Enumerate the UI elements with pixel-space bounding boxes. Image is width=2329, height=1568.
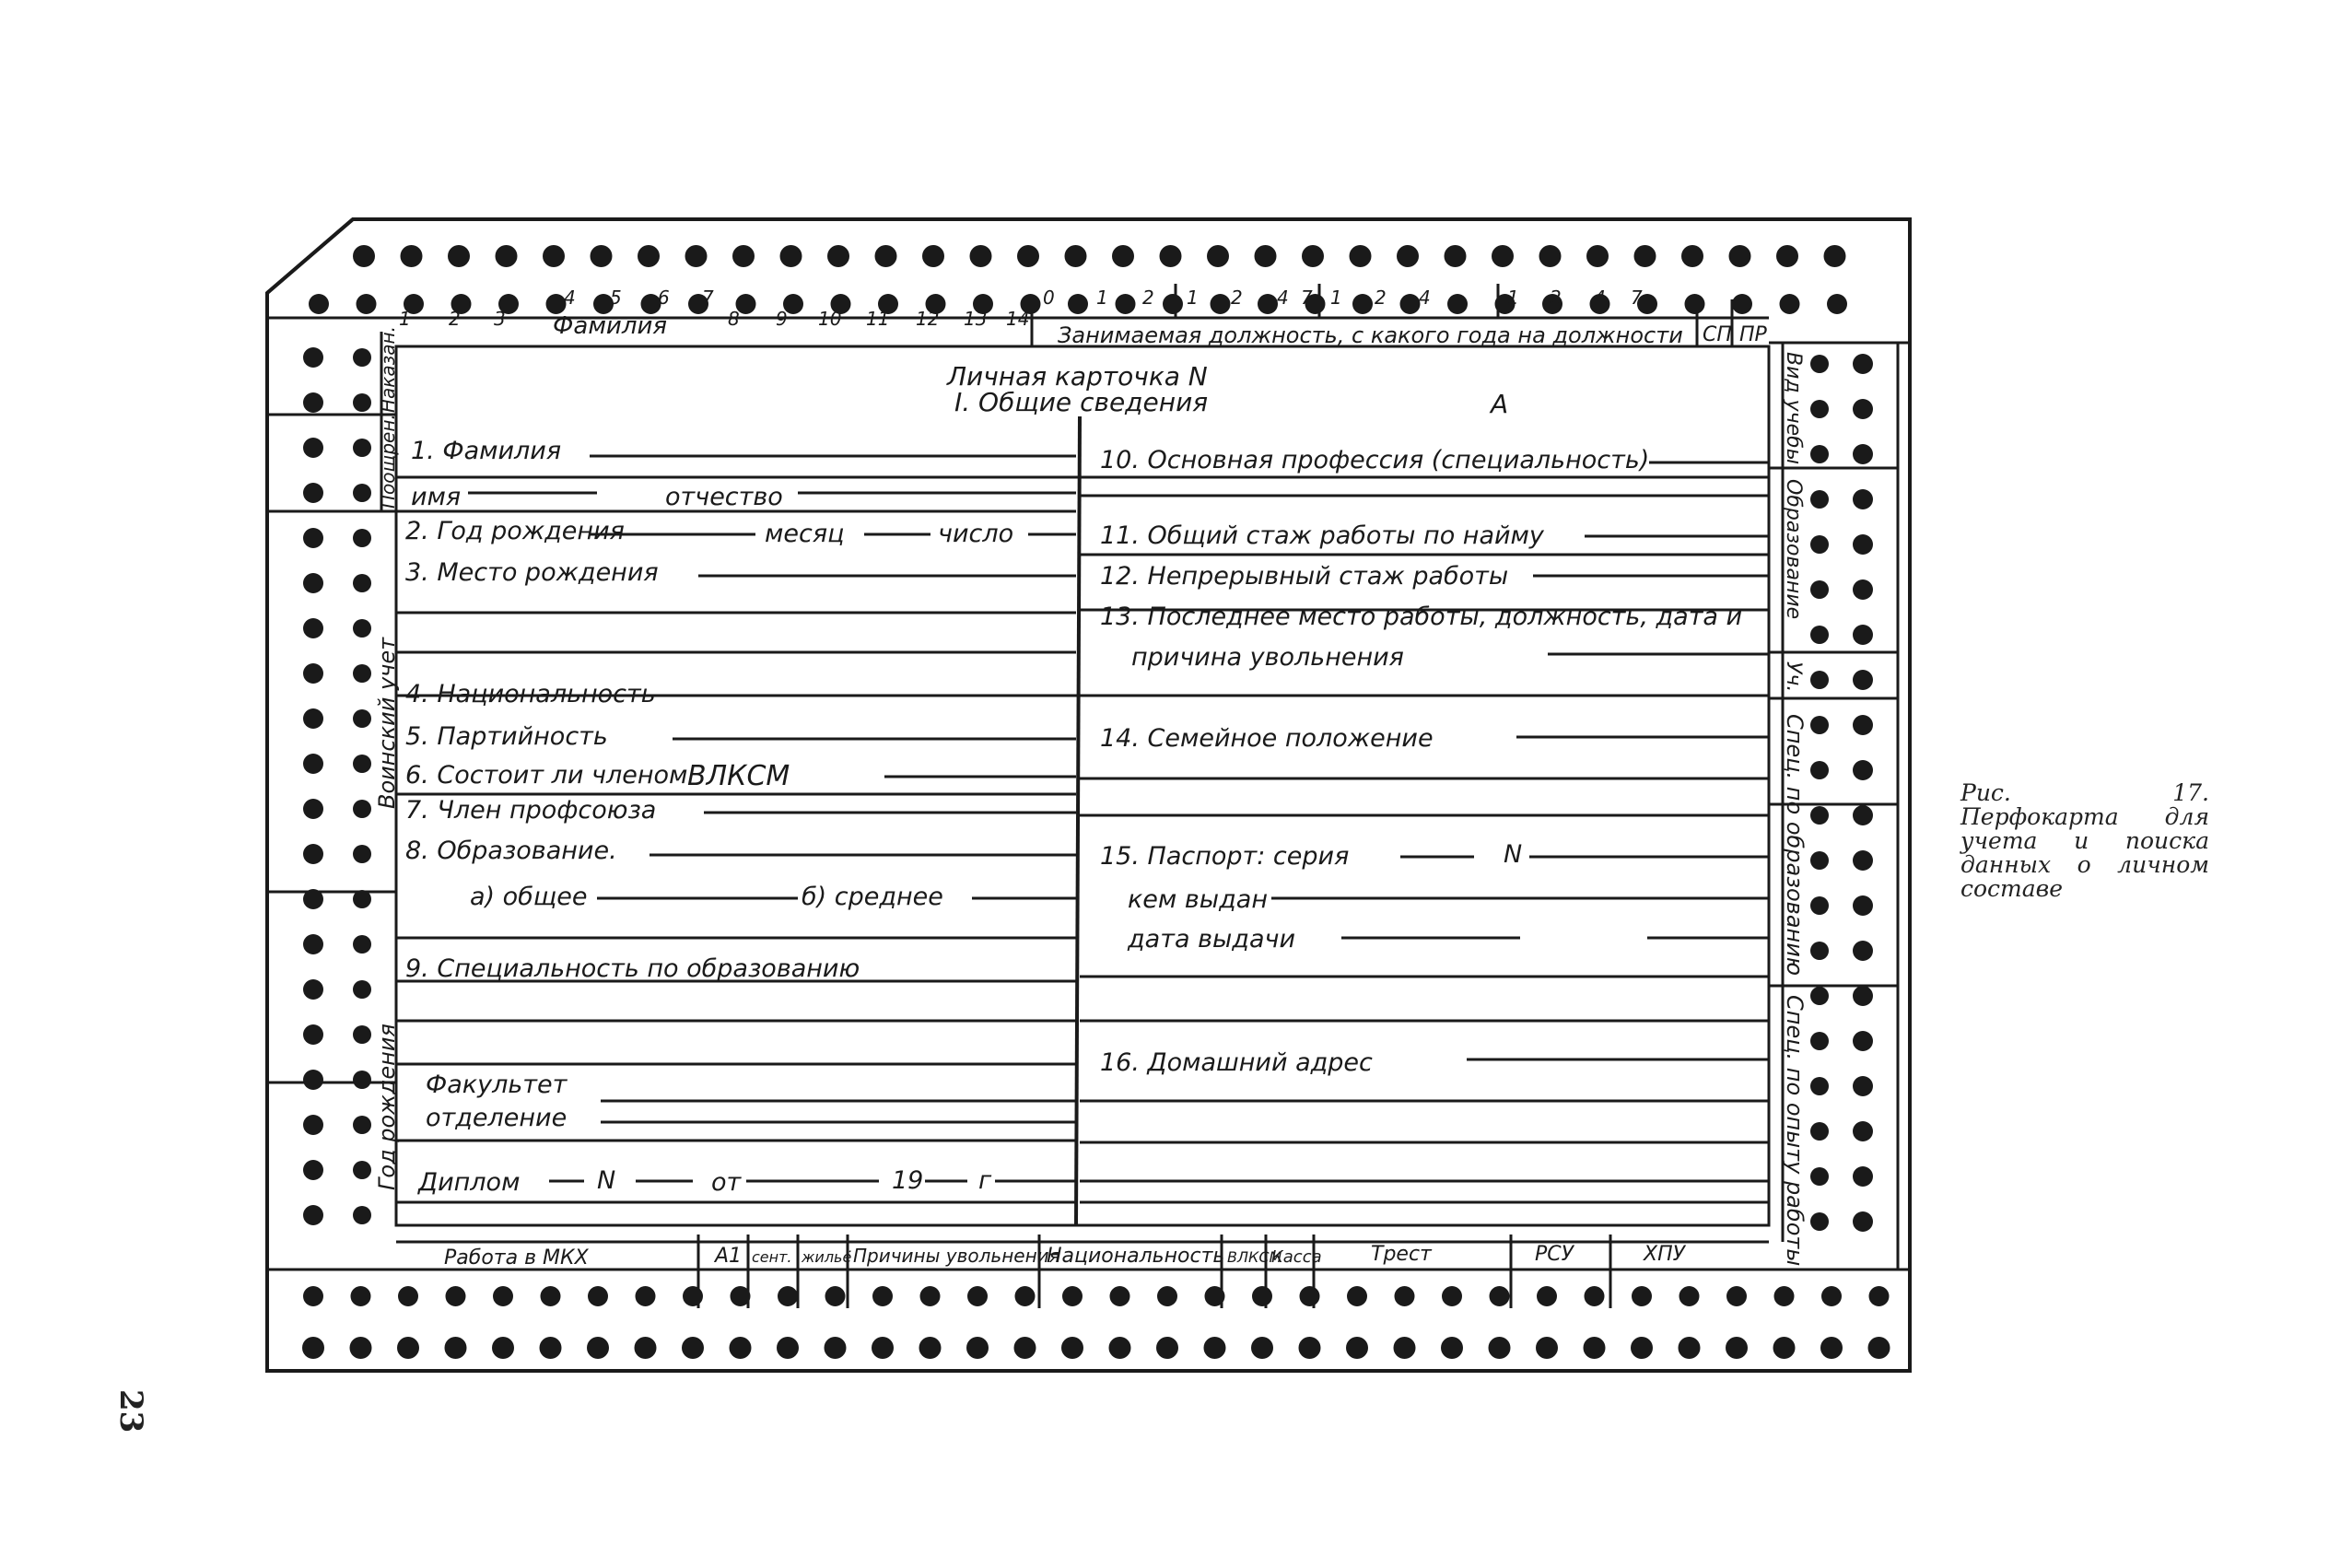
- card-subtitle: I. Общие сведения: [954, 387, 1209, 417]
- punch-hole: [303, 1205, 323, 1225]
- punch-hole: [493, 1286, 513, 1306]
- punch-hole: [1810, 535, 1829, 554]
- punch-hole: [1255, 245, 1277, 267]
- punch-hole: [353, 574, 371, 592]
- punch-hole: [1726, 1286, 1747, 1306]
- punch-hole: [730, 1337, 752, 1359]
- surname-label: Фамилия: [553, 312, 667, 340]
- field-vlksm: ВЛКСМ: [687, 760, 790, 792]
- punch-hole: [1116, 294, 1136, 314]
- surname-digit: 3: [494, 308, 506, 330]
- position-digit: 2: [1231, 287, 1243, 309]
- rsu-label: РСУ: [1535, 1243, 1574, 1266]
- section-letter: А: [1491, 389, 1509, 419]
- punch-hole: [303, 799, 323, 819]
- punch-hole: [353, 709, 371, 728]
- punch-hole: [1853, 805, 1873, 825]
- punch-hole: [1490, 1286, 1510, 1306]
- holes-right-inner-column: [1810, 355, 1829, 1231]
- dismissal-label: Причины увольнения: [853, 1245, 1060, 1267]
- field-diploma-n: N: [597, 1166, 616, 1195]
- figure-caption: Рис. 17. Перфокарта для учета и поиска данных о личном составе: [1960, 779, 2209, 902]
- punch-hole: [303, 347, 323, 368]
- vlksm-bottom-label: ВЛКСМ: [1227, 1248, 1282, 1266]
- punch-hole: [1820, 1337, 1843, 1359]
- left-edge-labels: [374, 326, 400, 1190]
- punch-hole: [1810, 1167, 1829, 1186]
- punch-hole: [1810, 942, 1829, 960]
- punch-hole: [1062, 1286, 1083, 1306]
- punch-hole: [875, 245, 897, 267]
- punch-hole: [353, 439, 371, 457]
- field-union: 7. Член профсоюза: [405, 796, 657, 825]
- punch-hole: [1211, 294, 1231, 314]
- field-faculty: Факультет: [426, 1071, 568, 1099]
- punch-hole: [303, 934, 323, 954]
- punch-hole: [1729, 245, 1751, 267]
- field-name: имя: [411, 483, 462, 511]
- punch-hole: [1252, 1286, 1272, 1306]
- punch-hole: [353, 1071, 371, 1089]
- punch-hole: [1726, 1337, 1748, 1359]
- punch-hole: [353, 619, 371, 638]
- surname-digit: 5: [610, 287, 622, 309]
- holes-top-inner-row: [309, 294, 1847, 314]
- punch-hole: [1536, 1337, 1558, 1359]
- punch-hole: [919, 1337, 942, 1359]
- punch-hole: [1810, 400, 1829, 418]
- kassa-label: Касса: [1271, 1247, 1322, 1267]
- punch-hole: [1258, 294, 1278, 314]
- punch-hole: [303, 573, 323, 593]
- sp-label: СП: [1703, 323, 1732, 346]
- punch-hole: [1824, 245, 1846, 267]
- field-education: 8. Образование.: [405, 837, 617, 865]
- punch-hole: [492, 1337, 514, 1359]
- punch-hole: [353, 484, 371, 502]
- position-digit: 2: [1550, 287, 1562, 309]
- punch-hole: [1853, 1121, 1873, 1141]
- education-label: Образование: [1782, 479, 1805, 620]
- punch-hole: [587, 1337, 609, 1359]
- punch-hole: [1810, 896, 1829, 915]
- incentives-label: Поощрен.: [377, 414, 399, 509]
- page-number: 23: [112, 1389, 149, 1433]
- field-passport-n: N: [1504, 840, 1523, 869]
- punch-hole: [872, 1286, 893, 1306]
- field-surname: 1. Фамилия: [411, 437, 562, 465]
- punch-hole: [970, 245, 992, 267]
- position-digit: 2: [1142, 287, 1154, 309]
- punch-hole: [1205, 1286, 1225, 1306]
- punch-hole: [1156, 1337, 1178, 1359]
- punch-hole: [1773, 1337, 1796, 1359]
- field-department: отделение: [426, 1104, 568, 1132]
- punch-hole: [303, 889, 323, 909]
- punch-hole: [1346, 1337, 1368, 1359]
- punch-hole: [353, 1025, 371, 1044]
- field-general-education: а) общее: [470, 883, 588, 911]
- punch-hole: [1394, 1337, 1416, 1359]
- field-dismissal-reason: причина увольнения: [1131, 643, 1404, 672]
- punch-hole: [1397, 245, 1419, 267]
- punch-hole: [920, 1286, 941, 1306]
- punch-hole: [1109, 1337, 1131, 1359]
- punch-hole: [1810, 355, 1829, 373]
- punch-hole: [353, 1161, 371, 1179]
- left-column-fields: [405, 437, 1013, 1197]
- punch-hole: [1539, 245, 1562, 267]
- punch-hole: [353, 845, 371, 863]
- punch-hole: [1300, 1286, 1320, 1306]
- right-edge-labels: [1782, 352, 1808, 1266]
- punch-hole: [1160, 245, 1182, 267]
- punch-hole: [448, 245, 470, 267]
- punch-hole: [1347, 1286, 1367, 1306]
- punch-hole: [1585, 1286, 1605, 1306]
- punch-hole: [1853, 534, 1873, 555]
- study-type-label: Вид учебы: [1782, 352, 1805, 465]
- punch-hole: [1350, 245, 1372, 267]
- position-digit: 4: [1594, 287, 1606, 309]
- punch-hole: [636, 1286, 656, 1306]
- field-patronymic: отчество: [665, 483, 783, 511]
- position-digit: 0: [1043, 287, 1055, 309]
- punch-hole: [353, 348, 371, 367]
- punch-hole: [1810, 806, 1829, 825]
- punch-hole: [1442, 1286, 1462, 1306]
- punch-hole: [445, 1337, 467, 1359]
- punch-hole: [353, 1116, 371, 1134]
- field-last-workplace: 13. Последнее место работы, должность, дата и: [1100, 603, 1743, 631]
- punch-hole: [1352, 294, 1373, 314]
- punch-hole: [1853, 670, 1873, 690]
- card-title: Личная карточка N: [947, 361, 1208, 392]
- punch-hole: [1810, 626, 1829, 644]
- punch-hole: [588, 1286, 608, 1306]
- surname-digit: 2: [449, 308, 461, 330]
- punch-hole: [1631, 1337, 1653, 1359]
- field-specialty: 9. Специальность по образованию: [405, 954, 860, 983]
- punch-hole: [1853, 986, 1873, 1006]
- field-diploma-year: 19: [892, 1166, 924, 1195]
- punch-hole: [1776, 245, 1798, 267]
- punch-hole: [1584, 1337, 1606, 1359]
- punch-hole: [685, 245, 708, 267]
- punch-hole: [357, 294, 377, 314]
- punch-hole: [1068, 294, 1088, 314]
- punch-hole: [353, 245, 375, 267]
- holes-bottom-inner-row: [303, 1286, 1890, 1306]
- punch-hole: [353, 1206, 371, 1224]
- pr-label: ПР: [1739, 323, 1767, 346]
- punch-hole: [1015, 1286, 1036, 1306]
- punch-hole: [1853, 941, 1873, 961]
- punch-hole: [1014, 1337, 1036, 1359]
- punch-hole: [1157, 1286, 1177, 1306]
- punch-hole: [303, 1070, 323, 1090]
- punch-hole: [303, 1115, 323, 1135]
- punch-hole: [967, 1286, 988, 1306]
- surname-digit: 9: [776, 308, 788, 330]
- punch-hole: [303, 979, 323, 1000]
- sept-label: сент.: [752, 1248, 792, 1266]
- surname-digit: 7: [702, 287, 714, 309]
- punch-hole: [1853, 1031, 1873, 1051]
- field-month: месяц: [765, 520, 845, 548]
- punch-hole: [1251, 1337, 1273, 1359]
- punch-hole: [1679, 1286, 1700, 1306]
- position-label: Занимаемая должность, с какого года на должности: [1058, 322, 1683, 348]
- surname-digit: 4: [564, 287, 576, 309]
- punch-hole: [353, 980, 371, 999]
- surname-digit: 8: [728, 308, 740, 330]
- punch-hole: [1810, 490, 1829, 509]
- punch-hole: [303, 708, 323, 729]
- punch-hole: [541, 1286, 561, 1306]
- punch-hole: [303, 1024, 323, 1045]
- nationality-bottom-label: Национальность: [1047, 1245, 1225, 1268]
- position-digit: 7: [1631, 287, 1643, 309]
- military-label: Воинский учет: [374, 637, 400, 809]
- punch-hole: [353, 529, 371, 547]
- punch-hole: [1400, 294, 1421, 314]
- field-passport: 15. Паспорт: серия: [1100, 842, 1350, 871]
- punch-hole: [1853, 354, 1873, 374]
- spec-education-label: Спец. по образованию: [1782, 714, 1808, 977]
- punch-hole: [353, 935, 371, 954]
- punch-hole: [1853, 760, 1873, 780]
- punch-hole: [353, 393, 371, 412]
- punch-hole: [398, 1286, 418, 1306]
- punch-hole: [1853, 579, 1873, 600]
- punch-hole: [1810, 580, 1829, 599]
- punch-hole: [1780, 294, 1800, 314]
- punch-hole: [922, 245, 944, 267]
- punch-hole: [303, 1286, 323, 1306]
- punch-hole: [303, 438, 323, 458]
- field-member: 6. Состоит ли членом: [405, 761, 688, 790]
- punch-hole: [1441, 1337, 1463, 1359]
- punch-hole: [1204, 1337, 1226, 1359]
- uch-label: Уч.: [1782, 661, 1805, 693]
- position-digit: 7: [1301, 287, 1313, 309]
- punch-hole: [1810, 851, 1829, 870]
- punch-hole: [1110, 1286, 1130, 1306]
- punch-hole: [353, 664, 371, 683]
- punch-hole: [1207, 245, 1229, 267]
- punch-hole: [540, 1337, 562, 1359]
- punch-hole: [1853, 444, 1873, 464]
- punch-hole: [1112, 245, 1134, 267]
- position-digit: 4: [1277, 287, 1289, 309]
- top-digit-labels: [399, 287, 1029, 330]
- punch-hole: [777, 1337, 799, 1359]
- hpu-label: ХПУ: [1644, 1243, 1686, 1266]
- surname-digit: 1: [399, 308, 411, 330]
- punch-hole: [1810, 445, 1829, 463]
- punch-hole: [731, 1286, 751, 1306]
- surname-digit: 11: [866, 308, 890, 330]
- field-profession: 10. Основная профессия (специальность): [1100, 446, 1650, 474]
- punch-hole: [303, 528, 323, 548]
- punch-hole: [303, 663, 323, 684]
- punch-hole: [635, 1337, 657, 1359]
- punch-hole: [638, 245, 660, 267]
- punch-hole: [1868, 1337, 1890, 1359]
- right-column-fields: [1100, 446, 1742, 1077]
- punch-hole: [1395, 1286, 1415, 1306]
- holes-top-outer-row: [353, 245, 1846, 267]
- position-digit: 1: [1096, 287, 1108, 309]
- punch-hole: [778, 1286, 798, 1306]
- holes-left-inner-column: [353, 348, 371, 1224]
- punch-hole: [1065, 245, 1087, 267]
- penalties-label: Наказан.: [377, 326, 399, 413]
- holes-right-outer-column: [1853, 354, 1873, 1232]
- punch-hole: [825, 1337, 847, 1359]
- work-mkh-label: Работа в МКХ: [444, 1246, 589, 1270]
- punch-hole: [303, 618, 323, 638]
- field-marital-status: 14. Семейное положение: [1100, 724, 1434, 753]
- punch-hole: [1447, 294, 1468, 314]
- punch-hole: [1489, 1337, 1511, 1359]
- punch-hole: [1810, 1122, 1829, 1141]
- punch-hole: [1810, 1032, 1829, 1050]
- field-home-address: 16. Домашний адрес: [1100, 1048, 1373, 1077]
- punch-hole: [1810, 671, 1829, 689]
- punch-hole: [303, 1160, 323, 1180]
- punch-hole: [1537, 1286, 1557, 1306]
- punch-hole: [1299, 1337, 1321, 1359]
- punch-hole: [1827, 294, 1847, 314]
- punch-hole: [1853, 895, 1873, 916]
- punch-hole: [397, 1337, 419, 1359]
- punch-hole: [1853, 625, 1873, 645]
- punch-hole: [353, 800, 371, 818]
- punch-hole: [446, 1286, 466, 1306]
- housing-label: жильё: [802, 1248, 852, 1266]
- holes-left-outer-column: [303, 347, 323, 1225]
- punch-hole: [1810, 1077, 1829, 1095]
- punch-hole: [1810, 761, 1829, 779]
- holes-bottom-outer-row: [302, 1337, 1890, 1359]
- punch-hole: [303, 483, 323, 503]
- punch-hole: [1445, 245, 1467, 267]
- punch-hole: [1853, 850, 1873, 871]
- position-digit: 1: [1507, 287, 1519, 309]
- punch-hole: [1632, 1286, 1652, 1306]
- trust-label: Трест: [1371, 1243, 1432, 1266]
- punch-hole: [1853, 1166, 1873, 1187]
- punch-hole: [683, 1286, 703, 1306]
- punch-hole: [309, 294, 329, 314]
- bottom-labels: [444, 1243, 1687, 1270]
- punch-hole: [350, 1337, 372, 1359]
- punch-hole: [1810, 1212, 1829, 1231]
- punch-hole: [1869, 1286, 1890, 1306]
- punch-hole: [353, 755, 371, 773]
- punch-hole: [591, 245, 613, 267]
- field-diploma-g: г: [978, 1166, 992, 1195]
- spec-experience-label: Спец. по опыту работы: [1782, 995, 1808, 1267]
- punch-hole: [353, 890, 371, 908]
- punch-hole: [302, 1337, 324, 1359]
- punch-hole: [1774, 1286, 1795, 1306]
- punch-hole: [966, 1337, 989, 1359]
- position-digit: 4: [1419, 287, 1431, 309]
- punch-hole: [303, 392, 323, 413]
- punch-hole: [1586, 245, 1609, 267]
- punch-hole: [1492, 245, 1514, 267]
- punch-hole: [780, 245, 802, 267]
- punch-hole: [682, 1337, 704, 1359]
- punch-hole: [1810, 716, 1829, 734]
- punch-hole: [827, 245, 849, 267]
- punch-hole: [543, 245, 565, 267]
- punch-hole: [872, 1337, 894, 1359]
- punch-hole: [1821, 1286, 1842, 1306]
- punch-hole: [1685, 294, 1705, 314]
- punch-hole: [1302, 245, 1324, 267]
- punch-hole: [496, 245, 518, 267]
- punch-hole: [303, 844, 323, 864]
- field-issue-date: дата выдачи: [1128, 925, 1296, 954]
- punch-hole: [1853, 1076, 1873, 1096]
- field-party: 5. Партийность: [405, 722, 608, 751]
- punch-hole: [732, 245, 755, 267]
- punch-hole: [1853, 715, 1873, 735]
- punch-hole: [351, 1286, 371, 1306]
- punch-hole: [303, 754, 323, 774]
- birth-year-label: Год рождения: [374, 1024, 400, 1190]
- punch-hole: [1853, 1211, 1873, 1232]
- punch-hole: [1853, 399, 1873, 419]
- field-birth-year: 2. Год рождения: [405, 517, 625, 545]
- surname-digit: 6: [658, 287, 670, 309]
- field-day: число: [938, 520, 1014, 548]
- field-nationality: 4. Национальность: [405, 680, 656, 708]
- field-diploma: Диплом: [418, 1168, 521, 1197]
- position-digit: 1: [1330, 287, 1342, 309]
- punch-hole: [1681, 245, 1703, 267]
- surname-digit: 14: [1006, 308, 1030, 330]
- surname-digit: 10: [818, 308, 842, 330]
- field-total-experience: 11. Общий стаж работы по найму: [1100, 521, 1544, 550]
- position-digit: 1: [1187, 287, 1199, 309]
- field-birthplace: 3. Место рождения: [405, 558, 659, 587]
- punch-hole: [1732, 294, 1752, 314]
- punch-hole: [1061, 1337, 1083, 1359]
- punch-hole: [1017, 245, 1039, 267]
- punch-hole: [1634, 245, 1656, 267]
- punch-hole: [401, 245, 423, 267]
- punch-hole: [1163, 294, 1183, 314]
- punch-hole: [1679, 1337, 1701, 1359]
- position-digit: 2: [1375, 287, 1387, 309]
- punch-hole: [1853, 489, 1873, 509]
- field-issued-by: кем выдан: [1128, 885, 1268, 914]
- field-secondary-education: б) среднее: [802, 883, 943, 911]
- a1-label: А1: [715, 1245, 743, 1268]
- field-continuous-experience: 12. Непрерывный стаж работы: [1100, 562, 1509, 591]
- field-diploma-from: от: [711, 1168, 742, 1197]
- punch-hole: [1810, 987, 1829, 1005]
- surname-digit: 12: [916, 308, 940, 330]
- punch-hole: [825, 1286, 846, 1306]
- surname-digit: 13: [964, 308, 988, 330]
